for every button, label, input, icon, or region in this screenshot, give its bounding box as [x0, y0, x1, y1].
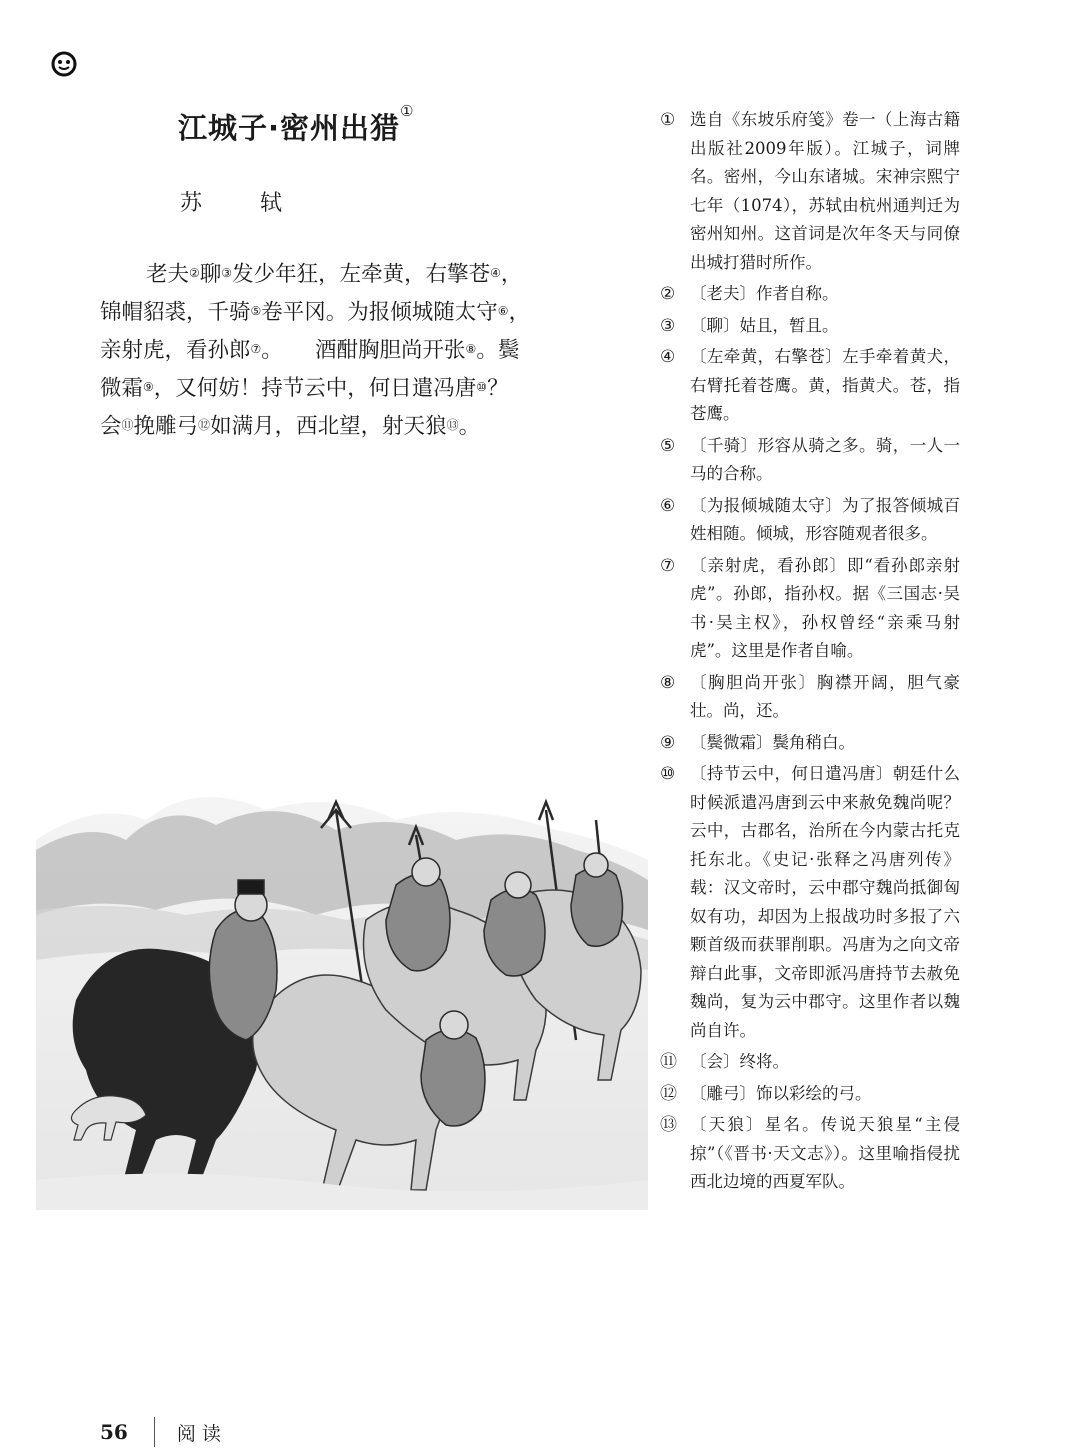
annotation-text: 〔胸胆尚开张〕胸襟开阔，胆气豪壮。尚，还。	[690, 672, 960, 720]
annotation-text: 选自《东坡乐府笺》卷一（上海古籍出版社2009年版）。江城子，词牌名。密州，今山东诸城。宋神宗熙宁七年（1074），苏轼由杭州通判迁为密州知州。这首词是次年冬天与同僚出城打猎时所作。	[690, 110, 960, 272]
annotation-number: ③	[660, 315, 676, 336]
poem-line: 会⑪挽雕弓⑫如满月，西北望，射天狼⑬。	[100, 414, 481, 439]
annotation-item	[660, 312, 960, 341]
footer-divider	[154, 1417, 155, 1447]
annotation-item	[660, 492, 960, 549]
annotation-number: ⑫	[660, 1083, 677, 1104]
annotation-item	[660, 729, 960, 758]
annotation-item	[660, 552, 960, 666]
poem-body	[100, 256, 610, 446]
note-ref[interactable]: ③	[221, 266, 233, 280]
annotation-text: 〔为报倾城随太守〕为了报答倾城百姓相随。倾城，形容随观者很多。	[690, 495, 960, 543]
poem-line: 微霜⑨，又何妨！持节云中，何日遣冯唐⑩？	[100, 376, 509, 401]
poem-line: 锦帽貂裘，千骑⑤卷平冈。为报倾城随太守⑥，	[100, 300, 531, 325]
annotation-number: ⑩	[660, 764, 676, 784]
annotation-number: ②	[660, 284, 676, 304]
page-number: 56	[100, 1420, 128, 1444]
annotation-text: 〔持节云中，何日遣冯唐〕朝廷什么时候派遣冯唐到云中来赦免魏尚呢？云中，古郡名，治所在今内蒙古托克托东北。《史记·张释之冯唐列传》载：汉文帝时，云中郡守魏尚抵御匈奴有功，却因为上报战功时多报了六颗首级而获罪削职。冯唐为之向文帝辩白此事，文帝即派冯唐持节去赦免魏尚，复为云中郡守。这里作者以魏尚自许。	[690, 764, 960, 1040]
annotation-text: 〔左牵黄，右擎苍〕左手牵着黄犬，右臂托着苍鹰。黄，指黄犬。苍，指苍鹰。	[690, 347, 960, 423]
hunting-illustration	[36, 780, 648, 1210]
poem-line: 老夫②聊③发少年狂，左牵黄，右擎苍④，	[146, 262, 523, 287]
annotation-number: ⑥	[660, 495, 676, 516]
annotation-item	[660, 343, 960, 429]
annotation-number: ④	[660, 347, 676, 367]
annotation-item	[660, 280, 960, 309]
annotation-text: 〔老夫〕作者自称。	[690, 284, 839, 303]
author: 苏 轼	[180, 191, 301, 216]
annotation-number: ⑧	[660, 672, 676, 693]
note-ref[interactable]: ⑬	[446, 418, 459, 432]
annotation-item	[660, 106, 960, 277]
annotation-item	[660, 1048, 960, 1077]
note-ref[interactable]: ⑤	[250, 304, 262, 318]
annotation-item	[660, 1080, 960, 1109]
annotation-text: 〔天狼〕星名。传说天狼星“主侵掠”（《晋书·天文志》）。这里喻指侵扰西北边境的西夏军队。	[690, 1115, 960, 1191]
annotation-number: ⑨	[660, 732, 676, 753]
annotation-number: ⑤	[660, 435, 676, 456]
note-ref[interactable]: ⑫	[198, 418, 211, 432]
annotation-text: 〔鬓微霜〕鬓角稍白。	[690, 732, 855, 752]
poem-line: 亲射虎，看孙郎⑦。 酒酣胸胆尚开张⑧。鬓	[100, 338, 520, 363]
annotation-text: 〔会〕终将。	[690, 1052, 789, 1071]
note-ref[interactable]: ⑥	[497, 304, 509, 318]
note-ref[interactable]: ②	[189, 266, 200, 280]
annotation-number: ⑦	[660, 555, 676, 576]
annotation-list	[660, 106, 960, 1200]
annotation-text: 〔千骑〕形容从骑之多。骑，一人一马的合称。	[690, 435, 960, 483]
note-ref[interactable]: ⑩	[476, 380, 488, 394]
annotation-item	[660, 760, 960, 1045]
note-ref[interactable]: ④	[490, 266, 501, 280]
note-ref[interactable]: ⑦	[250, 342, 262, 356]
poem-title	[178, 102, 415, 147]
smiley-icon	[50, 50, 78, 78]
annotation-text: 〔亲射虎，看孙郎〕即“看孙郎亲射虎”。孙郎，指孙权。据《三国志·吴书·吴主权》，孙权曾经“亲乘马射虎”。这里是作者自喻。	[690, 555, 960, 660]
annotation-number: ⑪	[660, 1052, 677, 1072]
title-note-ref[interactable]: ①	[400, 102, 415, 120]
section-label: 阅读	[176, 1422, 227, 1445]
note-ref[interactable]: ⑧	[465, 342, 477, 356]
note-ref[interactable]: ⑪	[121, 418, 134, 432]
annotation-item	[660, 432, 960, 489]
annotation-number: ⑬	[660, 1115, 677, 1135]
annotation-text: 〔聊〕姑且，暂且。	[690, 315, 839, 335]
poem-title-text: 江城子·密州出猎	[178, 111, 401, 145]
note-ref[interactable]: ⑨	[143, 380, 154, 394]
annotation-number: ①	[660, 110, 676, 130]
annotation-item	[660, 669, 960, 726]
annotation-text: 〔雕弓〕饰以彩绘的弓。	[690, 1083, 872, 1103]
annotation-item	[660, 1111, 960, 1197]
page-footer	[100, 1415, 227, 1449]
